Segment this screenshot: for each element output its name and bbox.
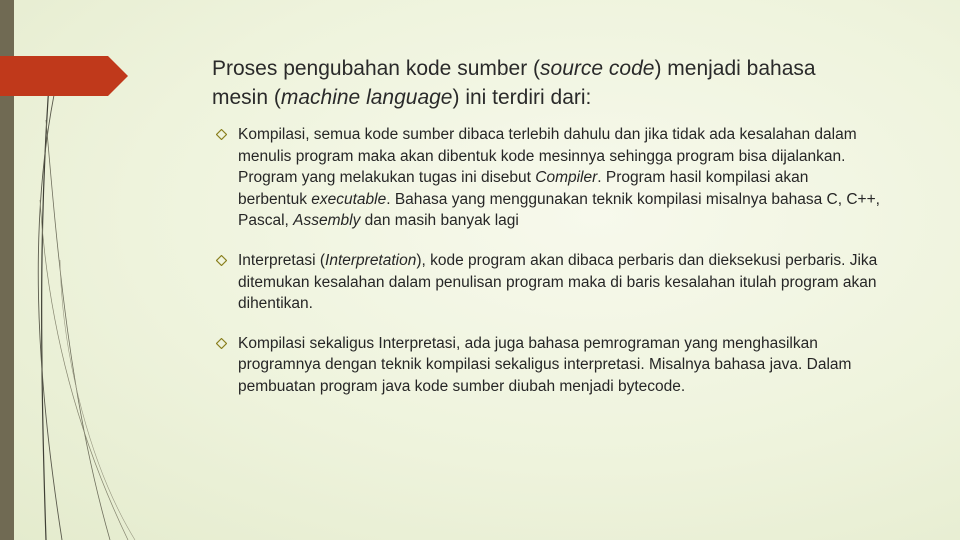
diamond-bullet-icon: [216, 255, 227, 266]
accent-arrow: [0, 56, 128, 96]
bullet-interpretasi: Interpretasi (Interpretation), kode program akan dibaca perbaris dan dieksekusi perbaris. Jika ditemukan kesalahan dalam penulisan program maka di baris kesalahan itulah program akan dihentikan.: [216, 250, 880, 315]
slide-title: Proses pengubahan kode sumber (source code) menjadi bahasa mesin (machine language) ini terdiri dari:: [212, 57, 816, 109]
bullet-kompilasi: Kompilasi, semua kode sumber dibaca terlebih dahulu dan jika tidak ada kesalahan dalam menulis program maka akan dibentuk kode mesinnya sehingga program bisa dijalankan. Program yang melakukan tugas ini disebut Compiler. Program hasil kompilasi akan berbentuk executable. Bahasa yang menggunakan teknik kompilasi misalnya bahasa C, C++, Pascal, Assembly dan masih banyak lagi: [216, 124, 880, 232]
bullet-kompilasi-interpretasi: Kompilasi sekaligus Interpretasi, ada juga bahasa pemrograman yang menghasilkan programnya dengan teknik kompilasi sekaligus interpretasi. Misalnya bahasa java. Dalam pembuatan program java kode sumber diubah menjadi bytecode.: [216, 333, 880, 398]
bullet-list: [216, 124, 880, 416]
diamond-bullet-icon: [216, 129, 227, 140]
diamond-bullet-icon: [216, 338, 227, 349]
